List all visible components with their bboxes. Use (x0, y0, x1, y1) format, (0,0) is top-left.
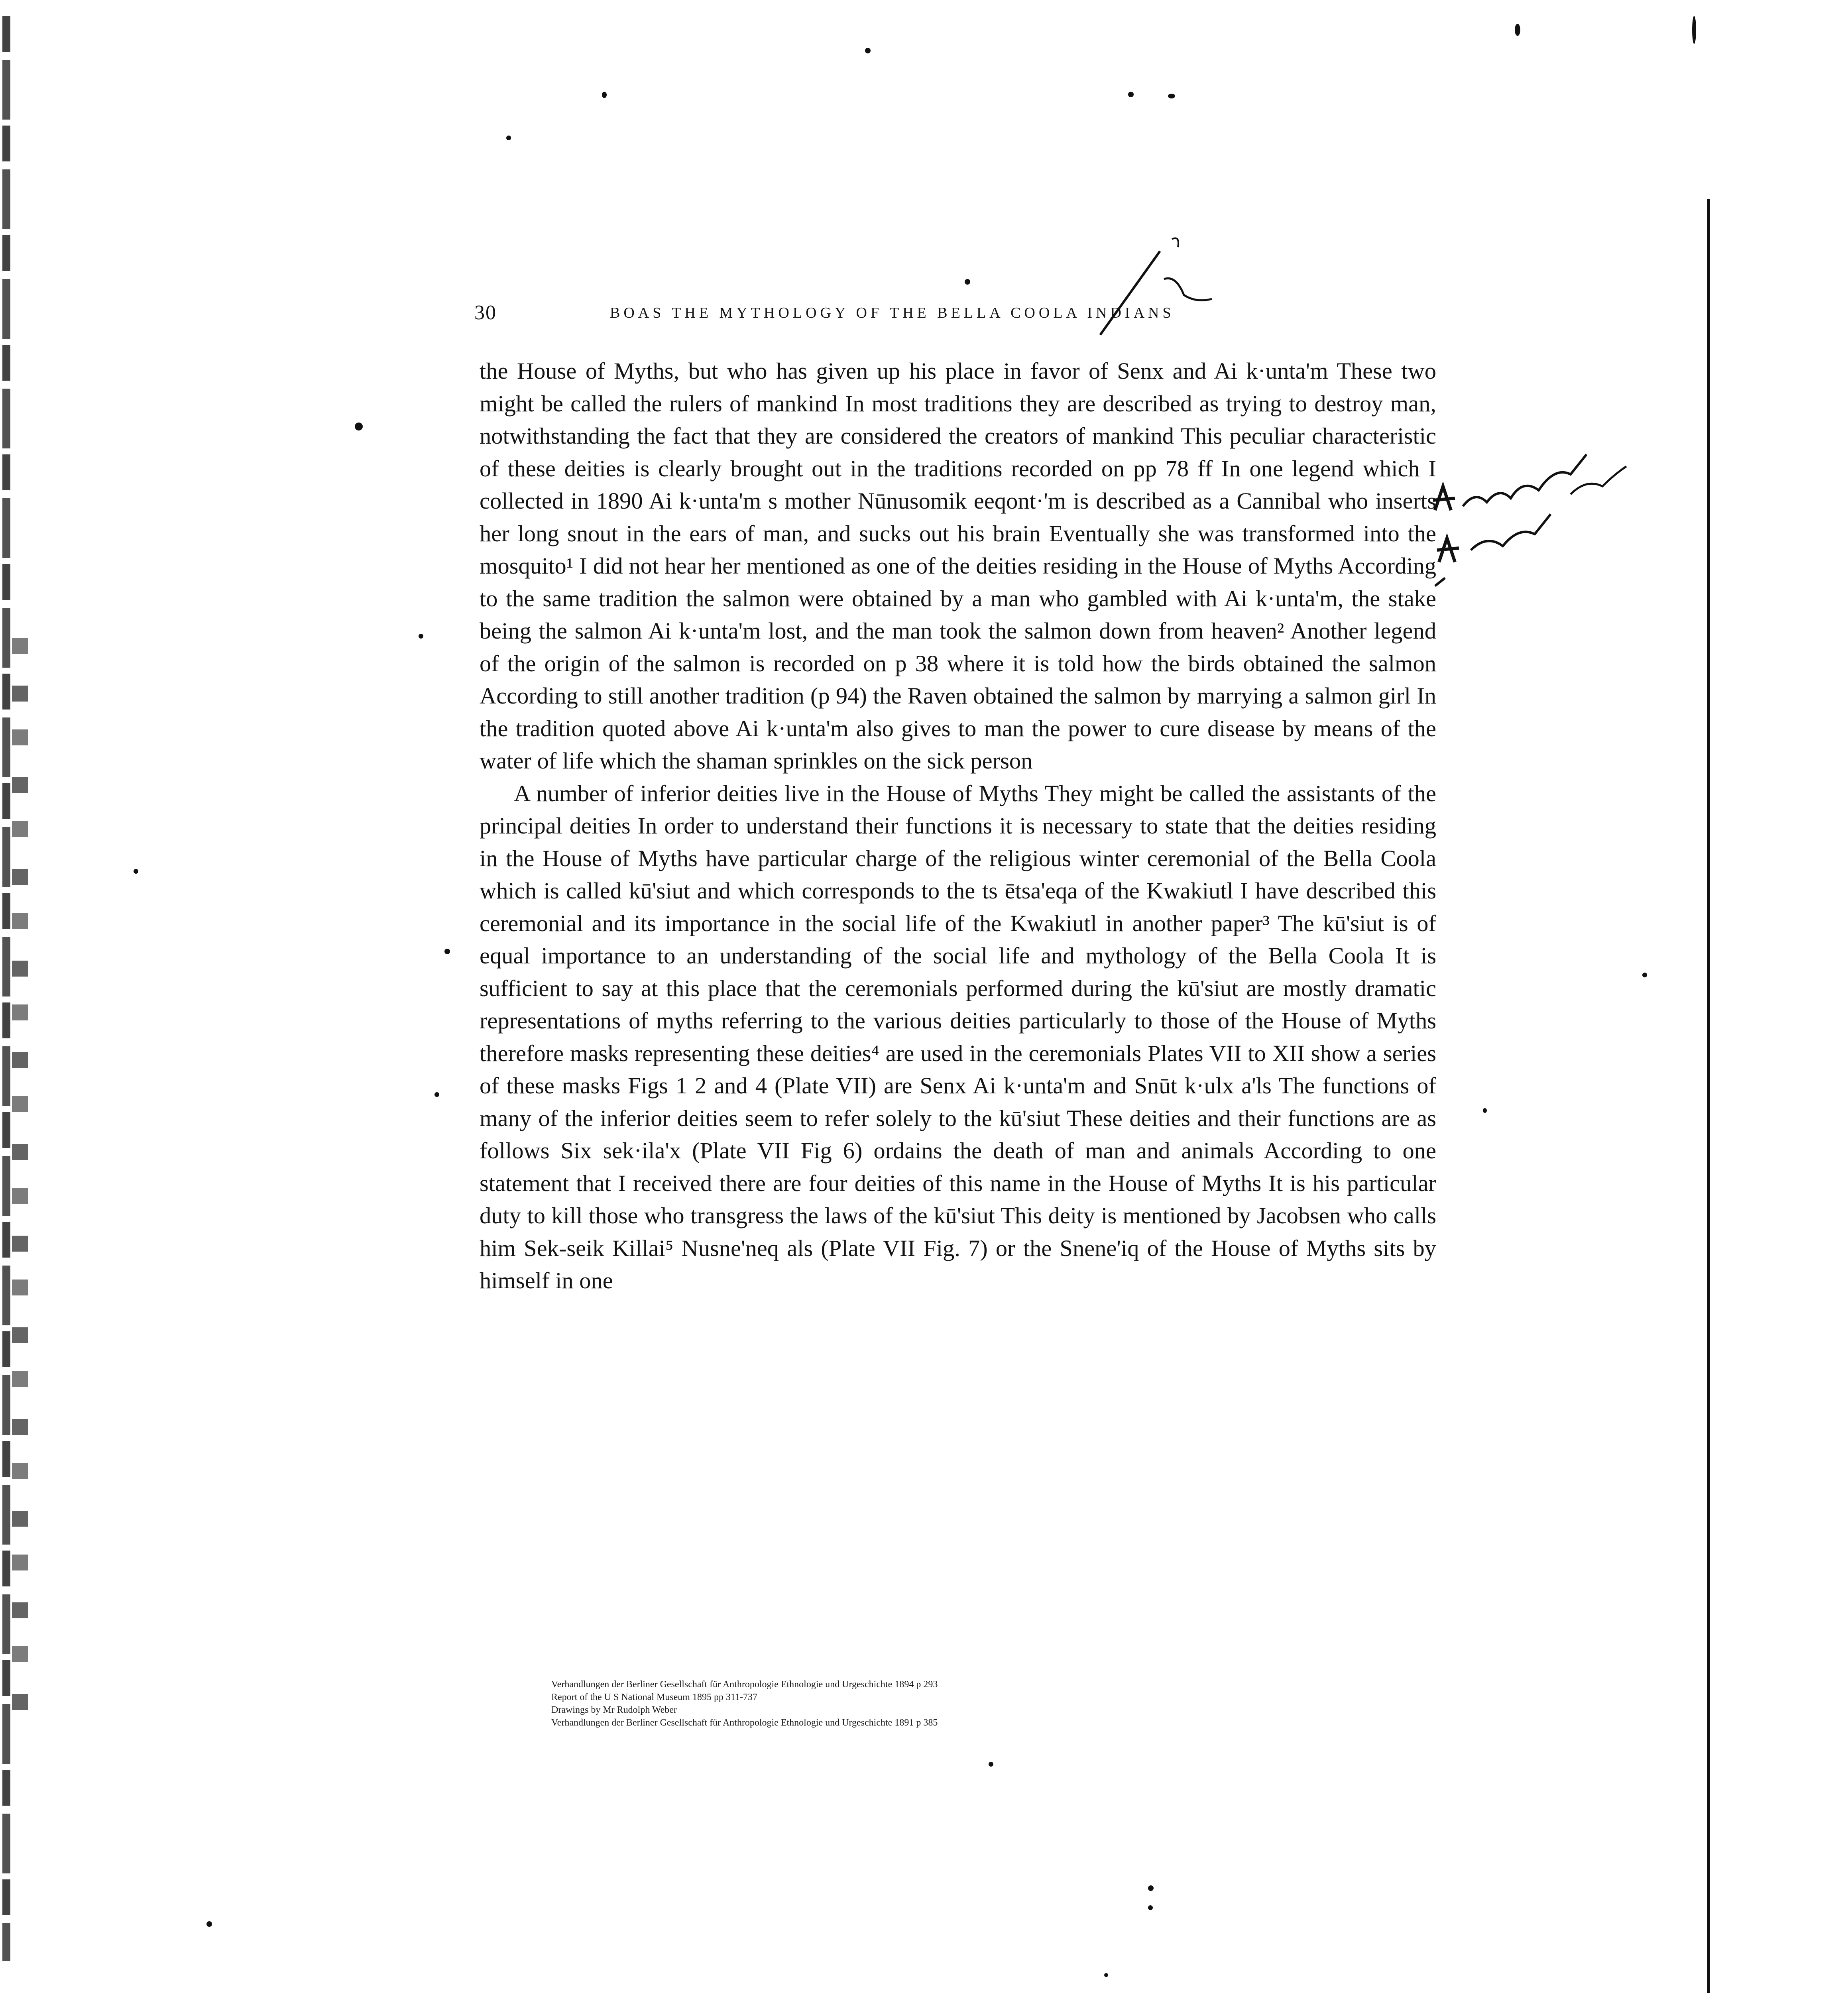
scan-speck (1483, 1108, 1487, 1113)
scan-speck (1642, 973, 1647, 977)
paragraph: A number of inferior deities live in the House of Myths They might be called the assistants of the principal deities In order to understand their functions it is necessary to state that the deities residing in the House of Myths have particular charge of the religious winter ceremonial of the Bella Coola which is called kū'siut and which corresponds to the ts ētsa'eqa of the Kwakiutl I have described this ceremonial and its importance in the social life of the Kwakiutl in another paper³ The kū'siut is of equal importance to an understanding of the social life and mythology of the Bella Coola It is sufficient to say at this place that the ceremonials performed during the kū'siut are mostly dramatic representations of myths referring to the various deities particularly to those of the House of Myths therefore masks representing these deities⁴ are used in the ceremonials Plates VII to XII show a series of these masks Figs 1 2 and 4 (Plate VII) are Senx Ai k·unta'm and Snūt k·ulx a'ls The functions of many of the inferior deities seem to refer solely to the kū'siut These deities and their functions are as follows Six sek·ila'x (Plate VII Fig 6) ordains the death of man and animals According to one statement that I received there are four deities of this name in the House of Myths It is his particular duty to kill those who transgress the laws of the kū'siut This deity is mentioned by Jacobsen who calls him Sek-seik Killai⁵ Nusne'neq als (Plate VII Fig. 7) or the Snene'iq of the House of Myths sits by himself in one (480, 780, 1436, 1293)
body-text (480, 355, 1436, 1297)
scan-speck (1515, 24, 1520, 36)
scan-speck (865, 48, 871, 53)
scan-speck (989, 1762, 993, 1767)
binding-shadow-left (12, 638, 28, 1714)
scan-speck (434, 1092, 439, 1097)
scan-speck (1104, 1973, 1108, 1977)
page-header (474, 301, 1319, 325)
scan-speck (602, 92, 607, 98)
scan-speck (134, 869, 138, 874)
paragraph: the House of Myths, but who has given up his place in favor of Senx and Ai k·unta'm These two might be called the rulers of mankind In most traditions they are described as trying to destroy man, notwithstanding the fact that they are considered the creators of mankind This peculiar characteristic of these deities is clearly brought out in the traditions recorded on pp 78 ff In one legend which I collected in 1890 Ai k·unta'm s mother Nūnusomik eeqont·'m is described as a Cannibal who inserts her long snout in the ears of man, and sucks out his brain Eventually she was transformed into the mosquito¹ I did not hear her mentioned as one of the deities residing in the House of Myths According to the same tradition the salmon were obtained by a man who gambled with Ai k·unta'm, the stake being the salmon Ai k·unta'm lost, and the man took the salmon down from heaven² Another legend of the origin of the salmon is recorded on p 38 where it is told how the birds obtained the salmon According to still another tradition (p 94) the Raven obtained the salmon by marrying a salmon girl In the tradition quoted above Ai k·unta'm also gives to man the power to cure disease by means of the water of life which the shaman sprinkles on the sick person (480, 358, 1436, 774)
scan-speck (355, 423, 363, 430)
binding-edge-left (2, 16, 10, 1961)
scan-speck (506, 136, 511, 140)
scan-speck (965, 279, 970, 285)
footnote: Verhandlungen der Berliner Gesellschaft für Anthropologie Ethnologie und Urgeschichte 1894 p 293 (551, 1679, 938, 1690)
footnotes (551, 1678, 1396, 1729)
page-edge-right (1707, 199, 1710, 1993)
running-title: BOAS THE MYTHOLOGY OF THE BELLA COOLA INDIANS (610, 305, 1175, 321)
scan-speck (1128, 92, 1134, 97)
scan-speck (444, 949, 450, 954)
footnote: Verhandlungen der Berliner Gesellschaft für Anthropologie Ethnologie und Urgeschichte 1891 p 385 (551, 1718, 938, 1728)
scan-speck (1148, 1905, 1153, 1910)
scan-speck (206, 1921, 212, 1927)
scan-speck (1692, 16, 1696, 44)
scan-speck (419, 634, 423, 639)
scan-speck (1168, 94, 1175, 98)
handwritten-margin-note (1427, 430, 1634, 598)
page-number: 30 (474, 301, 497, 324)
scan-speck (1148, 1885, 1154, 1891)
footnote: Drawings by Mr Rudolph Weber (551, 1705, 677, 1715)
footnote: Report of the U S National Museum 1895 pp 311-737 (551, 1692, 758, 1702)
